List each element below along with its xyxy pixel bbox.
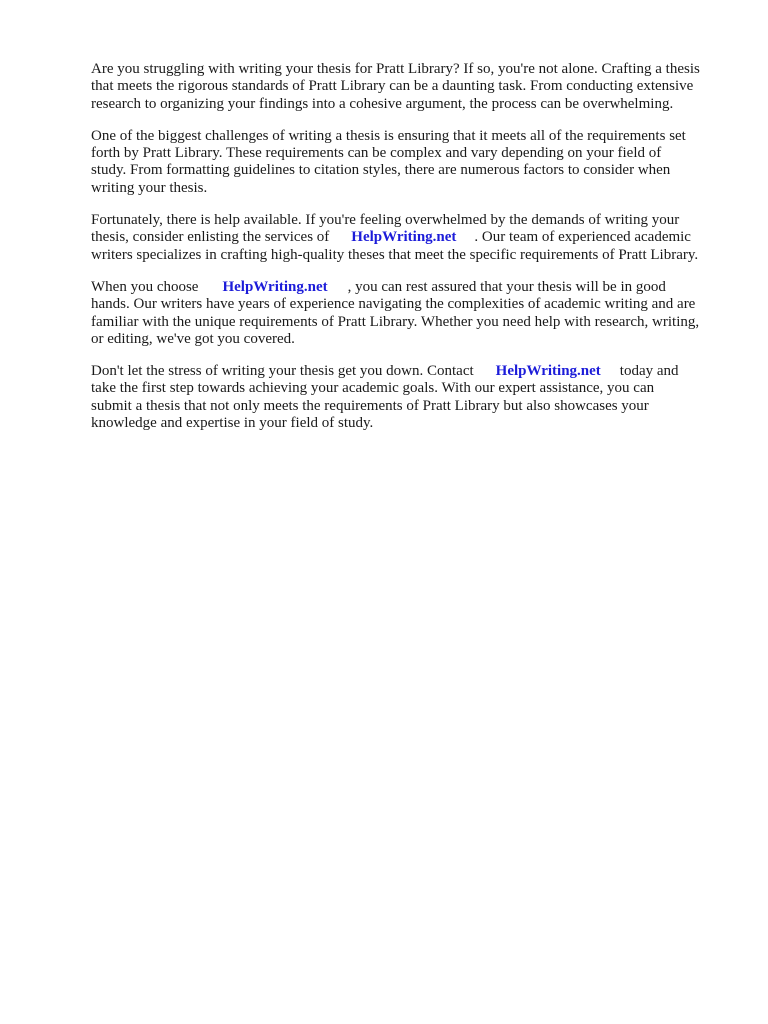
text-line: writers specializes in crafting high-quality theses that meet the specific requirements of Pratt Library. <box>91 246 699 263</box>
text-line <box>91 229 731 246</box>
paragraph-contact <box>91 363 731 432</box>
document-body <box>91 61 731 447</box>
text-line: writing your thesis. <box>91 179 208 196</box>
text-line: take the first step towards achieving your academic goals. With our expert assistance, you can <box>91 380 655 397</box>
text-segment: today and <box>619 363 679 380</box>
helpwriting-link[interactable]: HelpWriting.net <box>351 229 457 246</box>
paragraph-challenges <box>91 128 731 197</box>
helpwriting-link[interactable]: HelpWriting.net <box>222 278 328 295</box>
text-segment: thesis, consider enlisting the services of <box>91 229 330 246</box>
text-line <box>91 363 731 380</box>
text-line: knowledge and expertise in your field of study. <box>91 415 374 432</box>
text-line: Are you struggling with writing your thesis for Pratt Library? If so, you're not alone. Crafting a thesis <box>91 61 700 77</box>
text-line: hands. Our writers have years of experience navigating the complexities of academic writing and are <box>91 296 696 313</box>
text-line: One of the biggest challenges of writing a thesis is ensuring that it meets all of the requirements set <box>91 127 686 144</box>
text-line: study. From formatting guidelines to citation styles, there are numerous factors to consider when <box>91 162 671 179</box>
text-line: research to organizing your findings into a cohesive argument, the process can be overwhelming. <box>91 95 674 112</box>
text-line: that meets the rigorous standards of Pratt Library can be a daunting task. From conducting extensive <box>91 78 694 95</box>
text-line <box>91 279 731 296</box>
paragraph-intro <box>91 61 731 113</box>
text-segment: When you choose <box>91 278 199 295</box>
text-line: or editing, we've got you covered. <box>91 330 295 347</box>
text-segment: , you can rest assured that your thesis will be in good <box>347 278 666 295</box>
text-line: forth by Pratt Library. These requirements can be complex and vary depending on your field of <box>91 145 662 162</box>
text-segment: . Our team of experienced academic <box>474 229 691 246</box>
helpwriting-link[interactable]: HelpWriting.net <box>495 363 601 380</box>
paragraph-help-available <box>91 212 731 264</box>
text-segment: Don't let the stress of writing your thesis get you down. Contact <box>91 363 474 380</box>
text-line: submit a thesis that not only meets the requirements of Pratt Library but also showcases your <box>91 397 649 414</box>
paragraph-choose <box>91 279 731 348</box>
text-line: familiar with the unique requirements of Pratt Library. Whether you need help with research, writing, <box>91 313 700 330</box>
text-line: Fortunately, there is help available. If you're feeling overwhelmed by the demands of writing your <box>91 212 680 229</box>
